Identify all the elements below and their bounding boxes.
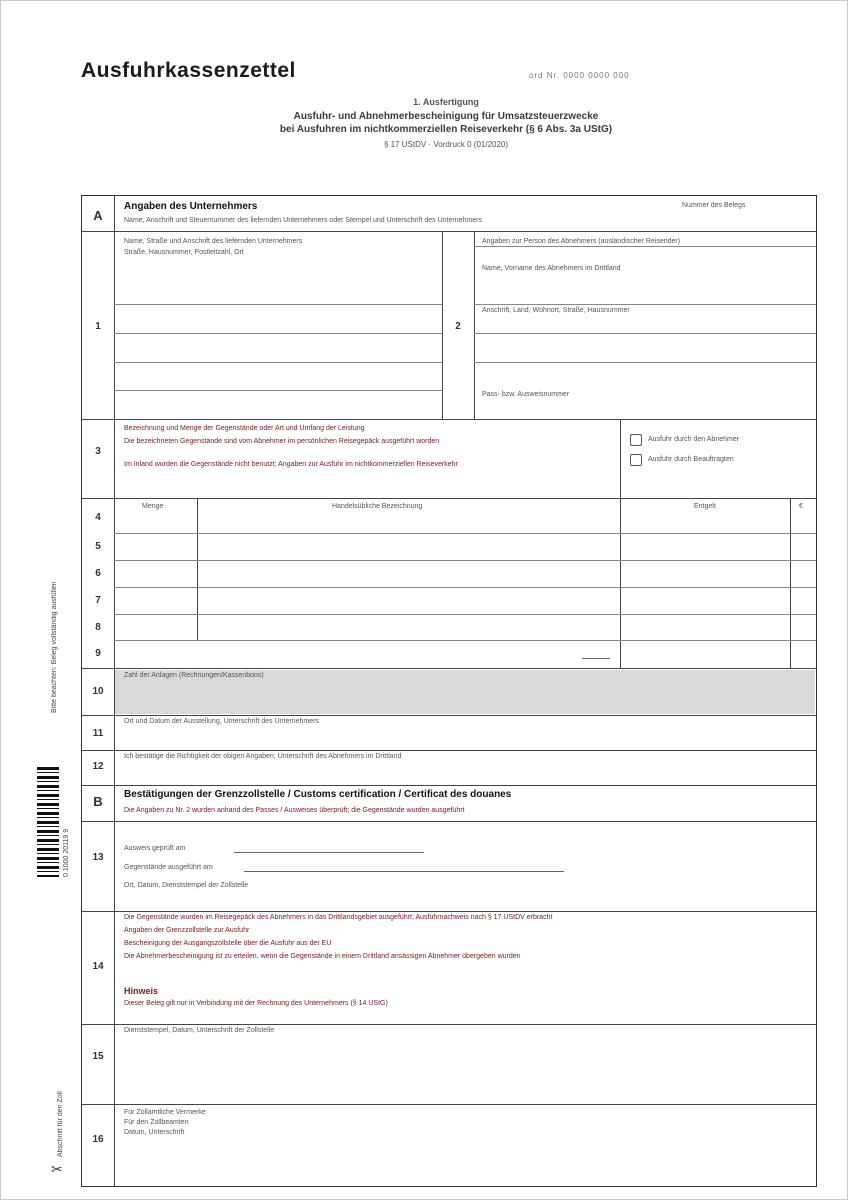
items-header-currency: € xyxy=(799,503,803,510)
box-3-line-1: Bezeichnung und Menge der Gegenstände oder Art und Umfang der Leistung xyxy=(124,425,365,432)
scissors-icon: ✂ xyxy=(51,1161,63,1177)
barcode-number: 0 1000 20119 9 xyxy=(63,828,70,877)
header-line-3: bei Ausfuhren im nichtkommerziellen Reiseverkehr (§ 6 Abs. 3a UStG) xyxy=(279,124,613,135)
box-2-label-2: Name, Vorname des Abnehmers im Drittland xyxy=(482,265,621,272)
section-a-title: Angaben des Unternehmers xyxy=(124,201,258,212)
items-header-price: Entgelt xyxy=(694,503,716,510)
box-3-line-2: Die bezeichneten Gegenstände sind vom Abnehmer im persönlichen Reisegepäck ausgeführt worden xyxy=(124,438,440,445)
export-by-buyer-label: Ausfuhr durch den Abnehmer xyxy=(648,436,740,443)
box-2-number: 2 xyxy=(455,321,461,332)
box-1-label-1: Name, Straße und Anschrift des liefernden Unternehmers xyxy=(124,238,303,245)
box-3-line-3: Im Inland wurden die Gegenstände nicht benutzt; Angaben zur Ausfuhr im nichtkommerziellen Reiseverkehr xyxy=(124,461,458,468)
box-2-label-4: Pass- bzw. Ausweisnummer xyxy=(482,391,570,398)
box-14-line-4: Die Abnehmerbescheinigung ist zu erteilen, wenn die Gegenstände in einem Drittland ansässigen Abnehmer übergeben wurden xyxy=(124,953,521,960)
items-row-number: 8 xyxy=(95,622,101,633)
section-a-letter: A xyxy=(93,208,103,223)
box-16-line-2: Für den Zollbeamten xyxy=(124,1119,189,1126)
items-header-quantity: Menge xyxy=(142,503,164,510)
box-15-number: 15 xyxy=(92,1051,104,1062)
box-13-line-1: Ausweis geprüft am xyxy=(124,845,186,852)
export-by-buyer-checkbox[interactable] xyxy=(630,434,642,446)
items-row-number: 4 xyxy=(95,512,101,523)
box-10-number: 10 xyxy=(92,686,104,697)
box-12-label: Ich bestätige die Richtigkeit der obigen Angaben; Unterschrift des Abnehmers im Drittland xyxy=(124,753,402,760)
items-row-number: 6 xyxy=(95,568,101,579)
box-14-subline: Dieser Beleg gilt nur in Verbindung mit der Rechnung des Unternehmers (§ 14 UStG) xyxy=(124,1000,388,1007)
box-2-label-3: Anschrift, Land, Wohnort, Straße, Hausnummer xyxy=(482,307,630,314)
box-15-label: Dienststempel, Datum, Unterschrift der Zollstelle xyxy=(124,1027,275,1034)
items-row-number: 5 xyxy=(95,541,101,552)
box-14-number: 14 xyxy=(92,961,104,972)
box-1-label-2: Straße, Hausnummer, Postleitzahl, Ort xyxy=(124,249,244,256)
export-by-agent-checkbox[interactable] xyxy=(630,454,642,466)
section-b-title: Bestätigungen der Grenzzollstelle / Customs certification / Certificat des douanes xyxy=(124,789,512,800)
box-13-line-2: Gegenstände ausgeführt am xyxy=(124,864,213,871)
header-line-2: Ausfuhr- und Abnehmerbescheinigung für Umsatzsteuerzwecke xyxy=(293,111,599,122)
box-16-line-3: Datum, Unterschrift xyxy=(124,1129,185,1136)
box-13-number: 13 xyxy=(92,852,104,863)
items-row-number: 9 xyxy=(95,648,101,659)
sidebar-bottom-text: Abschnitt für den Zoll xyxy=(57,1091,64,1157)
box-14-line-3: Bescheinigung der Ausgangszollstelle über die Ausfuhr aus der EU xyxy=(124,940,332,947)
box-11-label: Ort und Datum der Ausstellung, Unterschrift des Unternehmers xyxy=(124,718,319,725)
box-2-label-1: Angaben zur Person des Abnehmers (ausländischer Reisender) xyxy=(482,238,681,245)
box-13-line-3: Ort, Datum, Dienststempel der Zollstelle xyxy=(124,882,249,889)
box-16-line-1: Für Zollamtliche Vermerke xyxy=(124,1109,206,1116)
box-14-line-2: Angaben der Grenzzollstelle zur Ausfuhr xyxy=(124,927,250,934)
box-11-number: 11 xyxy=(92,728,104,739)
box-14-subtitle: Hinweis xyxy=(124,986,159,996)
box-3-number: 3 xyxy=(95,446,101,457)
sidebar-vertical-text: Bitte beachten: Beleg vollständig ausfüllen xyxy=(51,581,58,713)
box-16-number: 16 xyxy=(92,1134,104,1145)
section-b-subtitle: Die Angaben zu Nr. 2 wurden anhand des Passes / Ausweises überprüft; die Gegenstände wurden ausgeführt xyxy=(124,807,465,814)
box-12-number: 12 xyxy=(92,761,104,772)
document-reference: ord Nr. 0000 0000 000 xyxy=(529,71,630,80)
customs-form xyxy=(81,195,817,1187)
box-1-number: 1 xyxy=(95,321,101,332)
document-title: Ausfuhrkassenzettel xyxy=(81,59,296,82)
box-14-line-1: Die Gegenstände wurden im Reisegepäck des Abnehmers in das Drittlandsgebiet ausgeführt; Ausfuhrnachweis nach § 17 UStDV erbracht xyxy=(124,914,553,921)
section-a-subtitle: Name, Anschrift und Steuernummer des liefernden Unternehmers oder Stempel und Unterschrift des Unternehmers xyxy=(124,217,482,224)
items-row-number: 7 xyxy=(95,595,101,606)
export-by-agent-label: Ausfuhr durch Beauftragten xyxy=(648,456,734,463)
items-header-description: Handelsübliche Bezeichnung xyxy=(332,503,423,510)
section-a-right-note: Nummer des Belegs xyxy=(682,202,746,209)
section-b-letter: B xyxy=(93,794,103,809)
barcode xyxy=(37,767,59,877)
box-10-label: Zahl der Anlagen (Rechnungen/Kassenbons) xyxy=(124,672,264,679)
header-line-1: 1. Ausfertigung xyxy=(413,97,479,107)
header-line-4: § 17 UStDV · Vordruck 0 (01/2020) xyxy=(383,140,509,149)
